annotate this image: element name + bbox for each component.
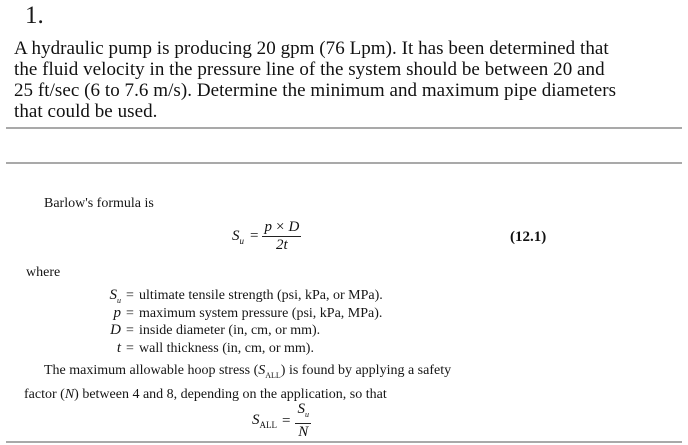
symbol: S xyxy=(109,287,117,303)
symbol: D xyxy=(288,219,300,235)
barlow-intro: Barlow's formula is xyxy=(44,196,154,211)
text: The maximum allowable hoop stress ( xyxy=(44,363,259,378)
equation-lhs xyxy=(232,228,244,246)
definition-text: wall thickness (in, cm, or mm). xyxy=(139,340,314,356)
definition-row xyxy=(100,305,383,323)
symbol: S xyxy=(297,401,305,417)
problem-number: 1. xyxy=(25,2,44,29)
equals-sign: = xyxy=(126,323,134,338)
definition-row xyxy=(100,340,383,358)
equation-lhs xyxy=(252,412,277,430)
equals-sign: = xyxy=(126,340,134,356)
divider xyxy=(6,441,682,443)
times-sign: × xyxy=(275,219,285,235)
definition-row xyxy=(100,287,383,305)
problem-line: 25 ft/sec (6 to 7.6 m/s). Determine the minimum and maximum pipe diameters xyxy=(14,80,617,101)
symbol: S xyxy=(232,227,240,244)
fraction xyxy=(295,402,311,440)
symbol: p xyxy=(264,219,272,235)
subscript: ALL xyxy=(259,420,277,430)
subscript: ALL xyxy=(265,370,281,380)
definition-symbol xyxy=(100,287,121,305)
paragraph-line xyxy=(24,361,584,385)
barlow-equation xyxy=(232,220,301,253)
numerator xyxy=(262,220,301,237)
denominator: N xyxy=(298,424,309,440)
definition-text: ultimate tensile strength (psi, kPa, or MPa). xyxy=(139,288,383,303)
equals-sign: = xyxy=(126,288,134,303)
subscript: u xyxy=(304,410,309,419)
definition-row xyxy=(100,322,383,340)
denominator: 2t xyxy=(276,237,288,253)
definition-text: inside diameter (in, cm, or mm). xyxy=(139,323,321,338)
equals-sign: = xyxy=(126,305,134,321)
text: ) between 4 and 8, depending on the application, so that xyxy=(74,386,387,402)
subscript: u xyxy=(117,296,121,305)
divider xyxy=(6,162,682,164)
hoop-stress-paragraph xyxy=(24,361,584,404)
where-label: where xyxy=(26,265,61,280)
problem-line: that could be used. xyxy=(14,101,158,122)
problem-line: A hydraulic pump is producing 20 gpm (76 Lpm). It has been determined that xyxy=(14,38,609,59)
definition-symbol: D xyxy=(110,322,121,338)
fraction xyxy=(262,220,301,253)
equation-number: (12.1) xyxy=(510,229,547,245)
variable-definitions xyxy=(100,287,383,357)
text: factor ( xyxy=(24,386,65,402)
symbol: S xyxy=(258,363,266,378)
subscript: u xyxy=(239,235,244,246)
text: ) is found by applying a safety xyxy=(280,363,452,378)
definition-symbol: p xyxy=(113,304,121,321)
problem-line: the fluid velocity in the pressure line of the system should be between 20 and xyxy=(14,59,605,80)
symbol: S xyxy=(252,412,260,428)
definition-text: maximum system pressure (psi, kPa, MPa). xyxy=(139,305,383,321)
numerator xyxy=(295,402,311,424)
equals-sign: = xyxy=(282,412,291,429)
allowable-stress-equation xyxy=(252,402,311,440)
problem-statement xyxy=(14,38,684,122)
symbol: N xyxy=(64,386,75,402)
equals-sign: = xyxy=(250,228,259,244)
divider xyxy=(6,127,682,129)
definition-symbol: t xyxy=(116,339,121,356)
